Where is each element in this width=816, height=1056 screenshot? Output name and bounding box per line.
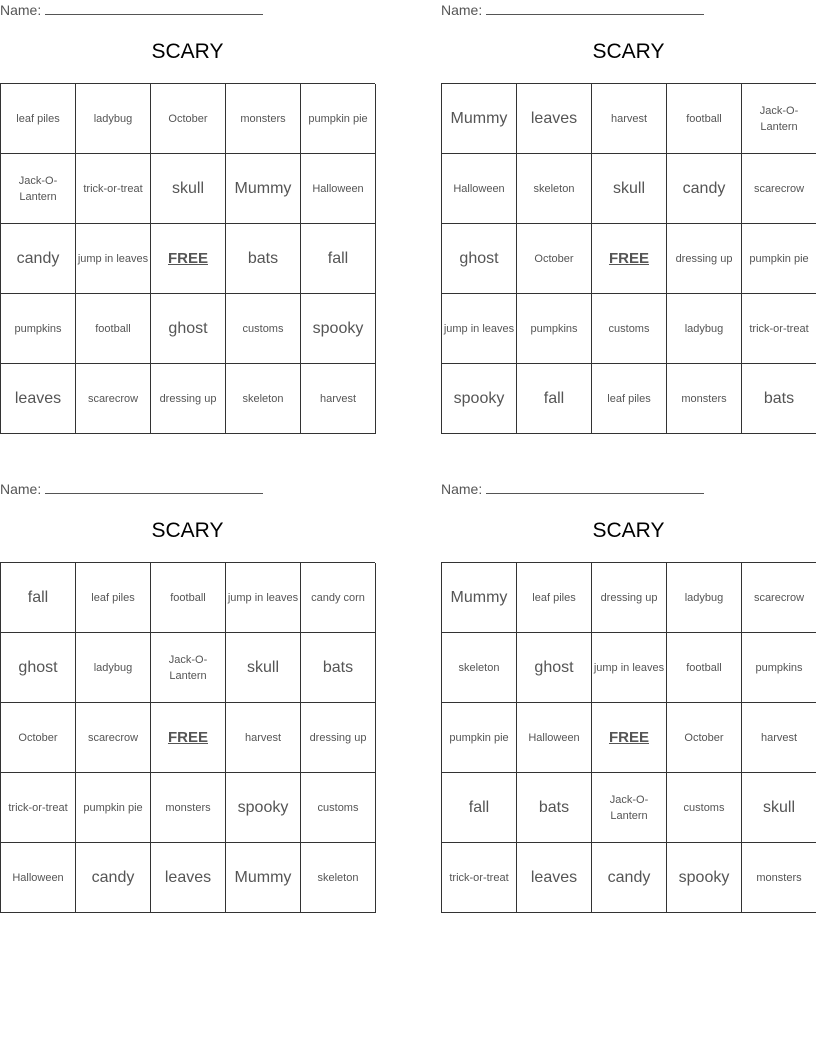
card-title: SCARY <box>151 519 224 542</box>
bingo-cell[interactable]: skeleton <box>226 364 301 434</box>
bingo-cell[interactable]: October <box>667 703 742 773</box>
bingo-cell[interactable]: October <box>151 84 226 154</box>
bingo-cell[interactable]: pumpkins <box>517 294 592 364</box>
bingo-cell[interactable]: candy <box>76 843 151 913</box>
bingo-cell[interactable]: spooky <box>667 843 742 913</box>
bingo-cell[interactable]: ghost <box>151 294 226 364</box>
bingo-cell[interactable]: scarecrow <box>76 364 151 434</box>
bingo-cell[interactable]: harvest <box>592 84 667 154</box>
bingo-cell[interactable]: skull <box>592 154 667 224</box>
bingo-card-4 <box>441 479 816 913</box>
bingo-cell[interactable]: leaves <box>517 84 592 154</box>
bingo-cell[interactable]: monsters <box>226 84 301 154</box>
bingo-cell[interactable]: Mummy <box>226 154 301 224</box>
bingo-cell[interactable]: leaves <box>151 843 226 913</box>
bingo-cell[interactable]: ghost <box>442 224 517 294</box>
name-label: Name: <box>0 481 42 497</box>
bingo-cell[interactable]: ladybug <box>76 84 151 154</box>
card-title: SCARY <box>592 40 665 63</box>
bingo-cell[interactable]: candy <box>667 154 742 224</box>
bingo-cell[interactable]: trick-or-treat <box>1 773 76 843</box>
bingo-cell[interactable]: Jack-O-Lantern <box>1 154 76 224</box>
bingo-card-3 <box>0 479 375 913</box>
bingo-cell[interactable]: monsters <box>151 773 226 843</box>
bingo-cell[interactable]: jump in leaves <box>226 563 301 633</box>
bingo-cell[interactable]: pumpkin pie <box>742 224 816 294</box>
bingo-cell[interactable]: monsters <box>667 364 742 434</box>
bingo-cell[interactable]: monsters <box>742 843 816 913</box>
bingo-cell[interactable]: spooky <box>226 773 301 843</box>
bingo-cell[interactable]: skull <box>742 773 816 843</box>
bingo-cell[interactable]: scarecrow <box>742 154 816 224</box>
bingo-cell[interactable]: harvest <box>742 703 816 773</box>
name-blank-line[interactable] <box>45 481 263 494</box>
bingo-cell[interactable]: ladybug <box>667 294 742 364</box>
bingo-cell[interactable]: October <box>1 703 76 773</box>
bingo-card-1 <box>0 0 375 434</box>
bingo-cell[interactable]: harvest <box>301 364 376 434</box>
bingo-cell[interactable]: football <box>151 563 226 633</box>
bingo-cell[interactable]: leaf piles <box>1 84 76 154</box>
name-blank-line[interactable] <box>45 2 263 15</box>
name-blank-line[interactable] <box>486 481 704 494</box>
name-field <box>0 2 263 18</box>
bingo-cell[interactable]: customs <box>301 773 376 843</box>
name-field <box>441 2 704 18</box>
name-label: Name: <box>0 2 42 18</box>
bingo-cell[interactable]: skull <box>226 633 301 703</box>
bingo-cell[interactable]: Mummy <box>226 843 301 913</box>
bingo-cell[interactable]: pumpkin pie <box>76 773 151 843</box>
bingo-cell[interactable]: skull <box>151 154 226 224</box>
bingo-cell[interactable]: bats <box>301 633 376 703</box>
bingo-cell[interactable]: Halloween <box>301 154 376 224</box>
card-title: SCARY <box>151 40 224 63</box>
bingo-cell[interactable]: trick-or-treat <box>742 294 816 364</box>
bingo-grid <box>441 562 816 913</box>
free-space-cell[interactable]: FREE <box>592 703 667 773</box>
bingo-cell[interactable]: dressing up <box>151 364 226 434</box>
bingo-cell[interactable]: customs <box>226 294 301 364</box>
bingo-cell[interactable]: pumpkins <box>1 294 76 364</box>
free-space-cell[interactable]: FREE <box>592 224 667 294</box>
bingo-cell[interactable]: ghost <box>517 633 592 703</box>
name-field <box>0 481 263 497</box>
bingo-cell[interactable]: fall <box>442 773 517 843</box>
bingo-cell[interactable]: leaf piles <box>592 364 667 434</box>
bingo-cell[interactable]: skeleton <box>442 633 517 703</box>
bingo-cell[interactable]: candy <box>592 843 667 913</box>
bingo-cell[interactable]: scarecrow <box>76 703 151 773</box>
bingo-cell[interactable]: trick-or-treat <box>76 154 151 224</box>
bingo-cell[interactable]: Jack-O-Lantern <box>151 633 226 703</box>
bingo-cell[interactable]: skeleton <box>301 843 376 913</box>
bingo-cell[interactable]: football <box>76 294 151 364</box>
bingo-grid <box>441 83 816 434</box>
bingo-cell[interactable]: trick-or-treat <box>442 843 517 913</box>
bingo-cell[interactable]: Halloween <box>442 154 517 224</box>
bingo-cell[interactable]: fall <box>517 364 592 434</box>
bingo-cell[interactable]: Halloween <box>517 703 592 773</box>
bingo-cell[interactable]: customs <box>667 773 742 843</box>
bingo-grid <box>0 562 375 913</box>
bingo-card-2 <box>441 0 816 434</box>
bingo-cell[interactable]: spooky <box>301 294 376 364</box>
bingo-cell[interactable]: leaves <box>1 364 76 434</box>
bingo-cell[interactable]: football <box>667 84 742 154</box>
bingo-cell[interactable]: skeleton <box>517 154 592 224</box>
bingo-cell[interactable]: jump in leaves <box>76 224 151 294</box>
free-space-cell[interactable]: FREE <box>151 703 226 773</box>
bingo-cell[interactable]: pumpkin pie <box>442 703 517 773</box>
bingo-cell[interactable]: dressing up <box>667 224 742 294</box>
name-label: Name: <box>441 481 483 497</box>
bingo-cell[interactable]: dressing up <box>301 703 376 773</box>
bingo-cell[interactable]: bats <box>742 364 816 434</box>
bingo-cell[interactable]: ghost <box>1 633 76 703</box>
bingo-cell[interactable]: October <box>517 224 592 294</box>
bingo-cell[interactable]: harvest <box>226 703 301 773</box>
free-space-cell[interactable]: FREE <box>151 224 226 294</box>
bingo-cell[interactable]: Mummy <box>442 563 517 633</box>
name-field <box>441 481 704 497</box>
name-label: Name: <box>441 2 483 18</box>
bingo-cell[interactable]: spooky <box>442 364 517 434</box>
name-blank-line[interactable] <box>486 2 704 15</box>
bingo-cell[interactable]: leaf piles <box>517 563 592 633</box>
bingo-cell[interactable]: dressing up <box>592 563 667 633</box>
bingo-cell[interactable]: candy <box>1 224 76 294</box>
bingo-cell[interactable]: bats <box>517 773 592 843</box>
bingo-grid <box>0 83 375 434</box>
bingo-cell[interactable]: Halloween <box>1 843 76 913</box>
bingo-cell[interactable]: scarecrow <box>742 563 816 633</box>
bingo-cell[interactable]: Mummy <box>442 84 517 154</box>
bingo-cell[interactable]: customs <box>592 294 667 364</box>
bingo-cell[interactable]: jump in leaves <box>442 294 517 364</box>
bingo-cell[interactable]: bats <box>226 224 301 294</box>
bingo-cell[interactable]: football <box>667 633 742 703</box>
bingo-cell[interactable]: Jack-O-Lantern <box>592 773 667 843</box>
bingo-cell[interactable]: ladybug <box>76 633 151 703</box>
bingo-cell[interactable]: pumpkin pie <box>301 84 376 154</box>
bingo-cell[interactable]: pumpkins <box>742 633 816 703</box>
bingo-cell[interactable]: fall <box>1 563 76 633</box>
bingo-cell[interactable]: jump in leaves <box>592 633 667 703</box>
bingo-cell[interactable]: leaves <box>517 843 592 913</box>
bingo-cell[interactable]: candy corn <box>301 563 376 633</box>
card-title: SCARY <box>592 519 665 542</box>
bingo-cell[interactable]: leaf piles <box>76 563 151 633</box>
bingo-cell[interactable]: fall <box>301 224 376 294</box>
bingo-cell[interactable]: ladybug <box>667 563 742 633</box>
bingo-cell[interactable]: Jack-O-Lantern <box>742 84 816 154</box>
